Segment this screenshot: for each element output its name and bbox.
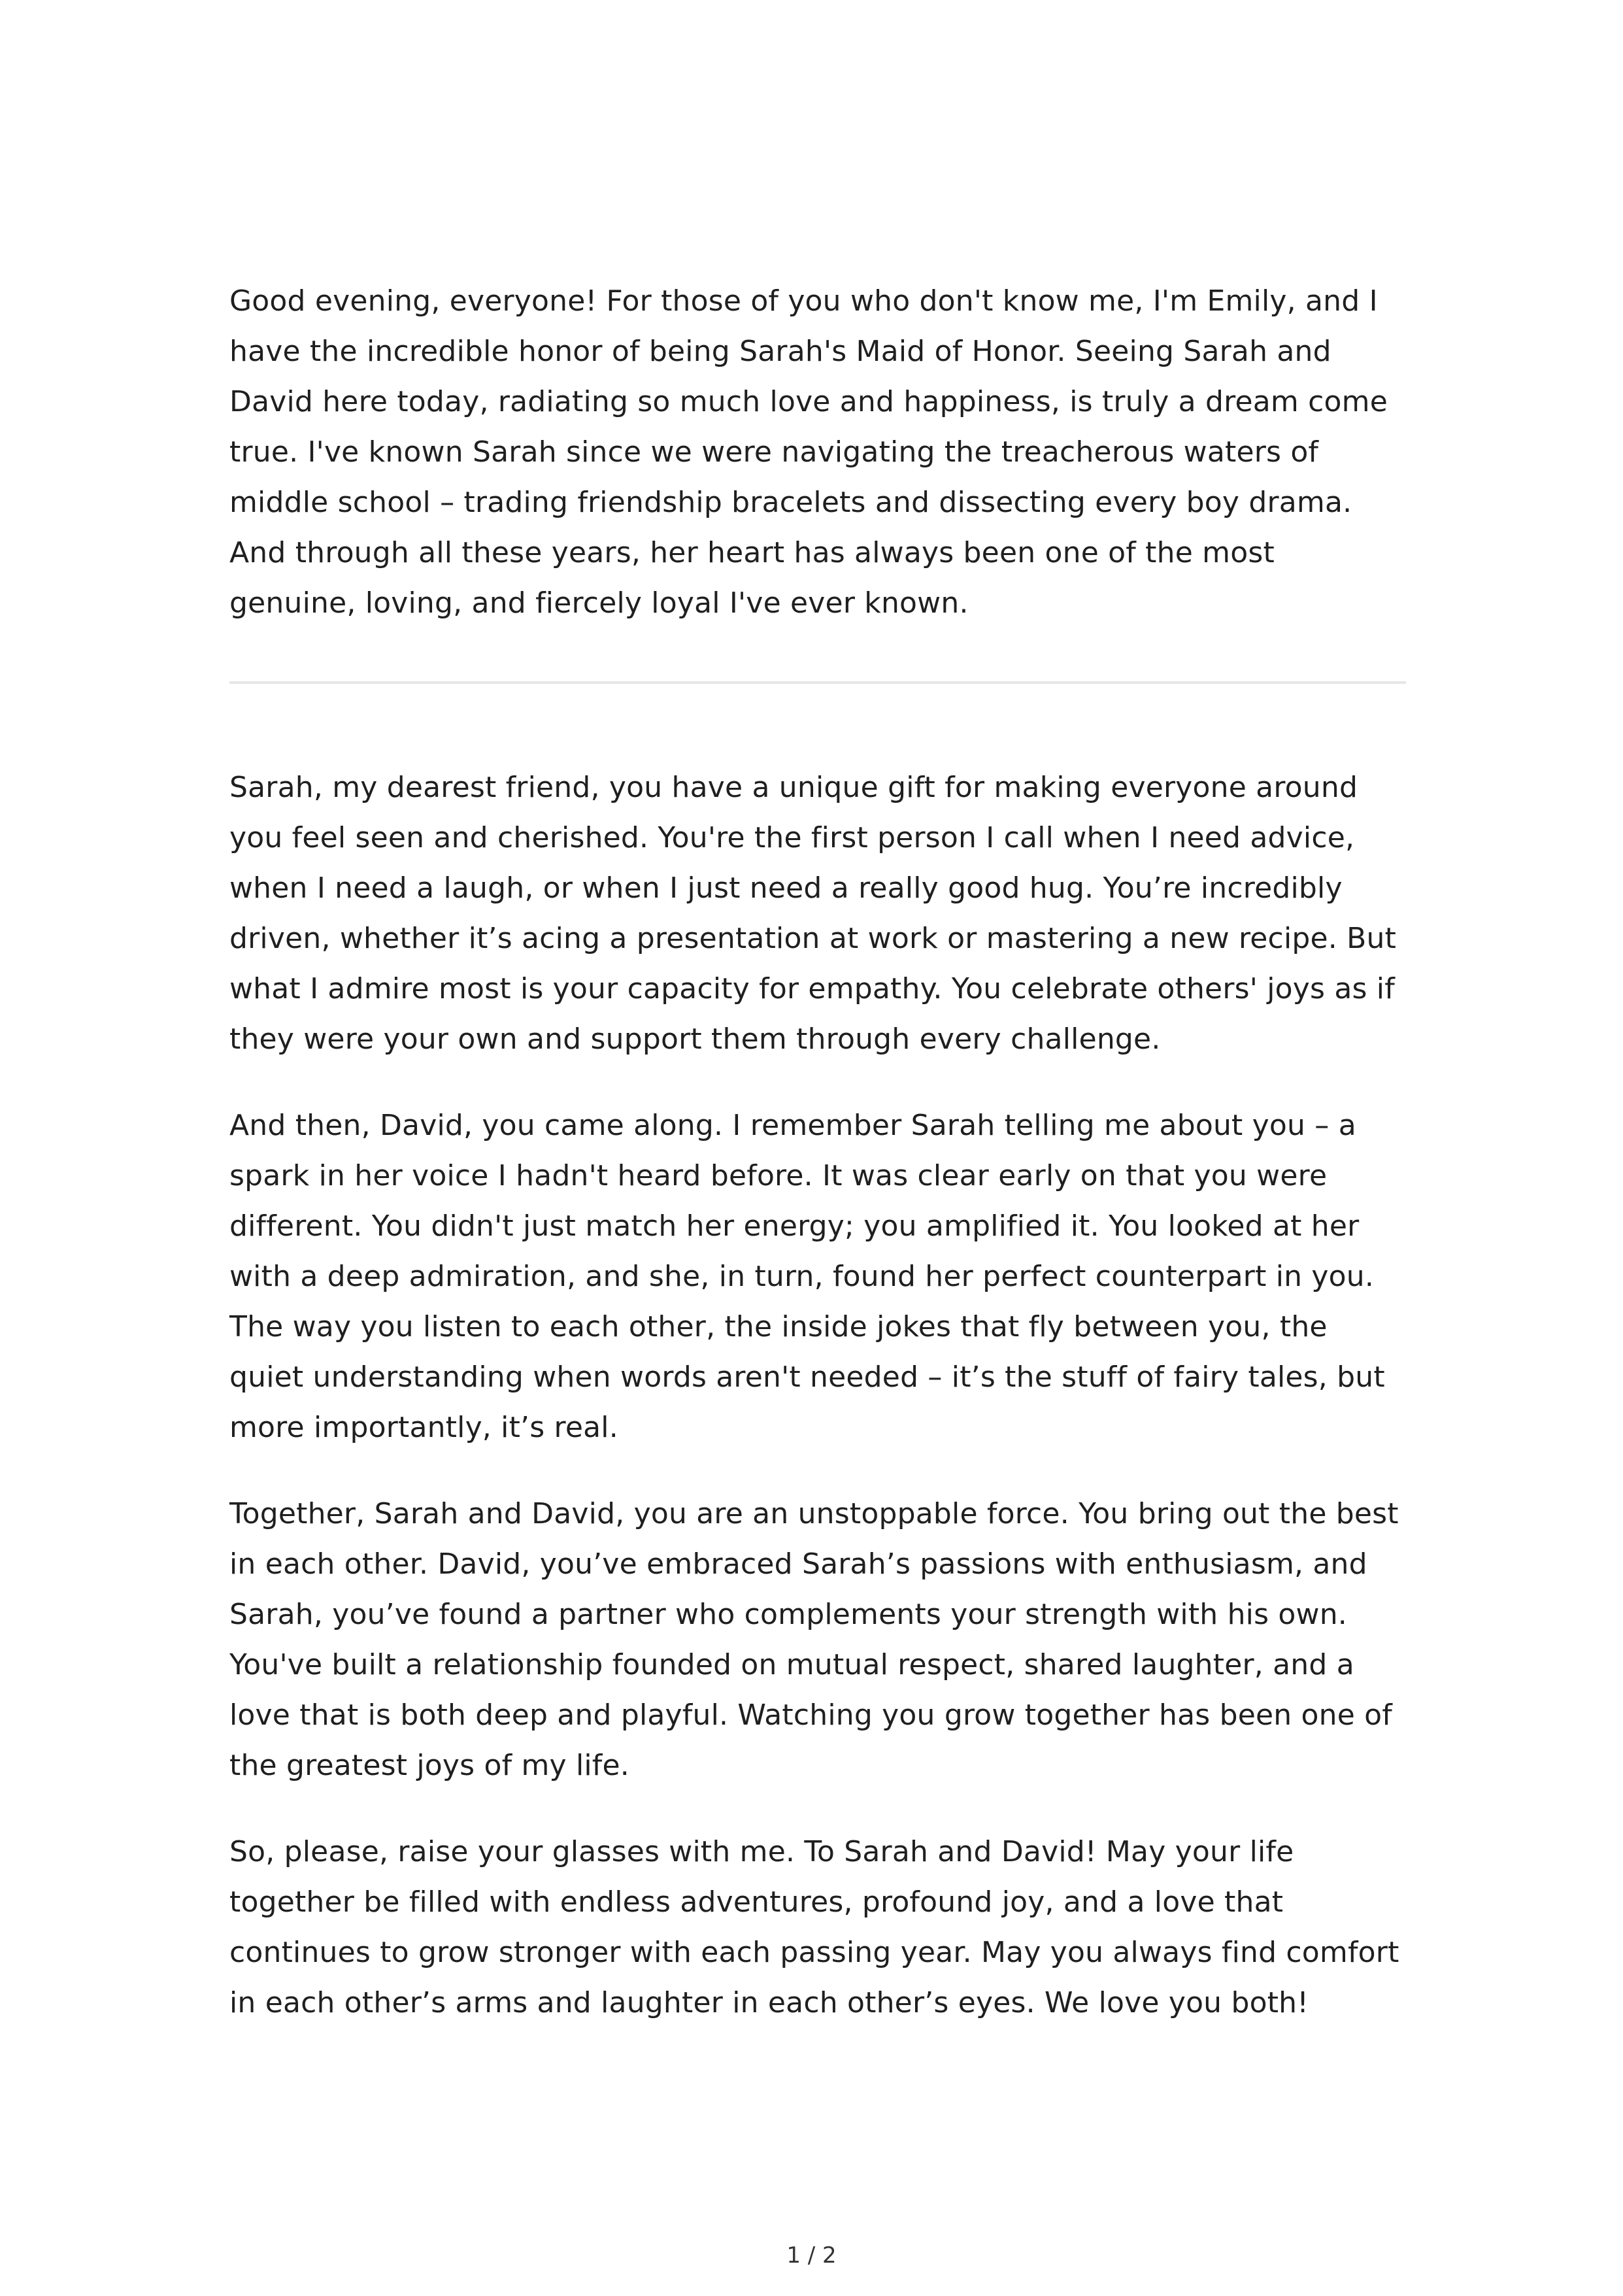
section-divider <box>229 681 1406 684</box>
body-paragraph-4: So, please, raise your glasses with me. To Sarah and David! May your life together be filled with endless adventures, profound joy, and a love that continues to grow stronger with each passing year. May you always find comfort in each other’s arms and laughter in each other’s eyes. We love you both! <box>229 1835 1399 2019</box>
body-paragraph-1: Sarah, my dearest friend, you have a unique gift for making everyone around you feel seen and cherished. You're the first person I call when I need advice, when I need a laugh, or when I just need a really good hug. You’re incredibly driven, whether it’s acing a presentation at work or mastering a new recipe. But what I admire most is your capacity for empathy. You celebrate others' joys as if they were your own and support them through every challenge. <box>229 771 1397 1056</box>
body-paragraph-2: And then, David, you came along. I remember Sarah telling me about you – a spark in her voice I hadn't heard before. It was clear early on that you were different. You didn't just match her energy; you amplified it. You looked at her with a deep admiration, and she, in turn, found her perfect counterpart in you. The way you listen to each other, the inside jokes that fly between you, the quiet understanding when words aren't needed – it’s the stuff of fairy tales, but more importantly, it’s real. <box>229 1109 1385 1444</box>
page-number: 1 / 2 <box>786 2242 837 2269</box>
body-paragraph-3: Together, Sarah and David, you are an unstoppable force. You bring out the best in each other. David, you’ve embraced Sarah’s passions with enthusiasm, and Sarah, you’ve found a partner who complements your strength with his own. You've built a relationship founded on mutual respect, shared laughter, and a love that is both deep and playful. Watching you grow together has been one of the greatest joys of my life. <box>229 1497 1399 1782</box>
intro-paragraph: Good evening, everyone! For those of you who don't know me, I'm Emily, and I have the incredible honor of being Sarah's Maid of Honor. Seeing Sarah and David here today, radiating so much love and happiness, is truly a dream come true. I've known Sarah since we were navigating the treacherous waters of middle school – trading friendship bracelets and dissecting every boy drama. And through all these years, her heart has always been one of the most genuine, loving, and fiercely loyal I've ever known. <box>229 284 1388 620</box>
document-body <box>229 276 1406 2064</box>
